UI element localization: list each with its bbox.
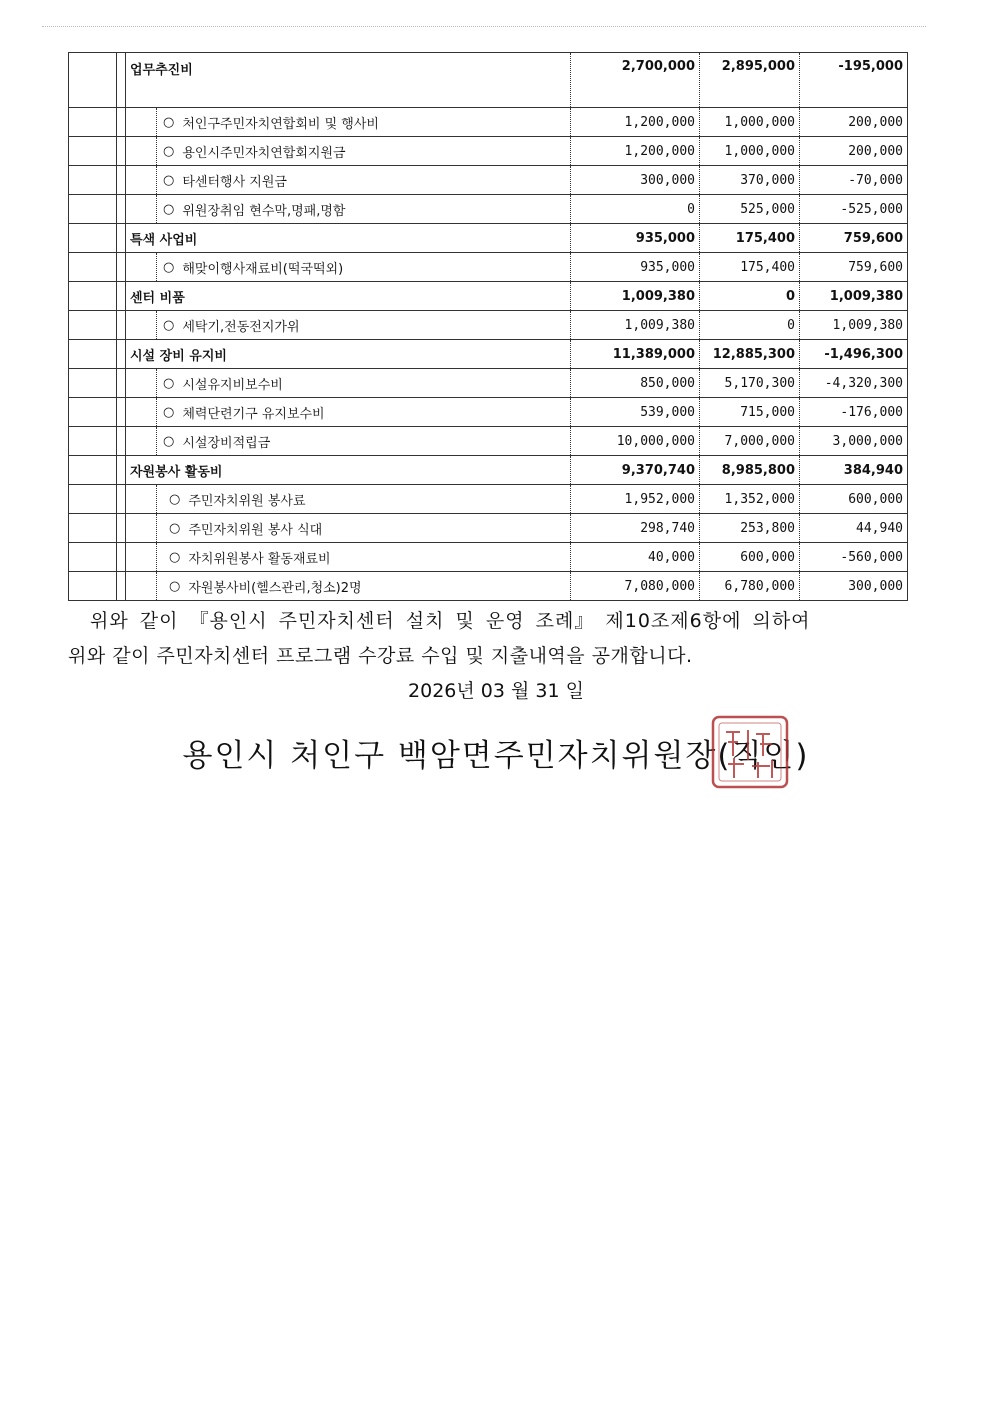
indent-cell xyxy=(69,166,117,195)
budget-amount: 935,000 xyxy=(571,224,700,253)
item-label xyxy=(126,311,571,340)
line-item-row xyxy=(69,253,908,282)
difference-amount: -176,000 xyxy=(800,398,908,427)
budget-amount: 11,389,000 xyxy=(571,340,700,369)
circle-bullet-icon: ○ xyxy=(169,520,181,536)
notice-line-1: 위와 같이 『용인시 주민자치센터 설치 및 운영 조례』 제10조제6항에 의하여 xyxy=(90,610,811,632)
line-item-row xyxy=(69,311,908,340)
sub-indent xyxy=(126,427,157,455)
budget-table xyxy=(68,52,908,601)
item-label xyxy=(126,369,571,398)
circle-bullet-icon: ○ xyxy=(169,491,181,507)
category-row xyxy=(69,53,908,108)
item-text: 타센터행사 지원금 xyxy=(182,174,287,190)
difference-amount: -1,496,300 xyxy=(800,340,908,369)
item-text: 해맞이행사재료비(떡국떡외) xyxy=(182,261,344,277)
difference-amount: -70,000 xyxy=(800,166,908,195)
indent-cell xyxy=(117,137,126,166)
sub-indent xyxy=(126,166,157,194)
line-item-row xyxy=(69,195,908,224)
circle-bullet-icon: ○ xyxy=(163,114,175,130)
item-text: 처인구주민자치연합회비 및 행사비 xyxy=(182,116,379,132)
circle-bullet-icon: ○ xyxy=(163,404,175,420)
difference-amount: 3,000,000 xyxy=(800,427,908,456)
prior-amount: 1,000,000 xyxy=(700,137,800,166)
circle-bullet-icon: ○ xyxy=(163,433,175,449)
line-item-row xyxy=(69,108,908,137)
category-label: 센터 비품 xyxy=(126,282,571,311)
indent-cell xyxy=(117,340,126,369)
budget-amount: 2,700,000 xyxy=(571,53,700,108)
item-text: 체력단련기구 유지보수비 xyxy=(182,406,325,422)
item-label xyxy=(126,166,571,195)
circle-bullet-icon: ○ xyxy=(169,578,181,594)
prior-amount: 253,800 xyxy=(700,514,800,543)
indent-cell xyxy=(117,108,126,137)
sub-indent xyxy=(126,543,157,571)
indent-cell xyxy=(69,340,117,369)
indent-cell xyxy=(69,456,117,485)
line-item-row xyxy=(69,137,908,166)
indent-cell xyxy=(117,282,126,311)
prior-amount: 600,000 xyxy=(700,543,800,572)
item-text: 위원장취임 현수막,명패,명함 xyxy=(182,203,346,219)
prior-amount: 715,000 xyxy=(700,398,800,427)
item-text: 시설유지비보수비 xyxy=(182,377,283,393)
category-label: 업무추진비 xyxy=(126,53,571,108)
prior-amount: 5,170,300 xyxy=(700,369,800,398)
notice-line-2: 위와 같이 주민자치센터 프로그램 수강료 수입 및 지출내역을 공개합니다. xyxy=(68,645,693,667)
category-label: 특색 사업비 xyxy=(126,224,571,253)
indent-cell xyxy=(69,53,117,108)
prior-amount: 8,985,800 xyxy=(700,456,800,485)
budget-amount: 1,952,000 xyxy=(571,485,700,514)
indent-cell xyxy=(69,137,117,166)
top-dotted-rule xyxy=(42,26,926,27)
budget-amount: 1,200,000 xyxy=(571,108,700,137)
notice-date: 2026년 03 월 31 일 xyxy=(408,680,584,702)
prior-amount: 7,000,000 xyxy=(700,427,800,456)
indent-cell xyxy=(117,53,126,108)
indent-cell xyxy=(117,253,126,282)
prior-amount: 0 xyxy=(700,311,800,340)
item-label xyxy=(126,572,571,601)
indent-cell xyxy=(117,369,126,398)
indent-cell xyxy=(117,311,126,340)
budget-amount: 1,200,000 xyxy=(571,137,700,166)
prior-amount: 525,000 xyxy=(700,195,800,224)
indent-cell xyxy=(69,369,117,398)
difference-amount: 384,940 xyxy=(800,456,908,485)
item-label xyxy=(126,485,571,514)
sub-indent xyxy=(126,369,157,397)
line-item-row xyxy=(69,514,908,543)
budget-amount: 300,000 xyxy=(571,166,700,195)
budget-amount: 0 xyxy=(571,195,700,224)
budget-amount: 10,000,000 xyxy=(571,427,700,456)
official-seal-stamp xyxy=(710,714,790,790)
line-item-row xyxy=(69,427,908,456)
sub-indent xyxy=(126,137,157,165)
indent-cell xyxy=(69,485,117,514)
indent-cell xyxy=(69,514,117,543)
signer-line: 용인시 처인구 백암면주민자치위원장(직인) xyxy=(182,738,810,774)
circle-bullet-icon: ○ xyxy=(163,201,175,217)
sub-indent xyxy=(126,514,157,542)
prior-amount: 1,352,000 xyxy=(700,485,800,514)
budget-amount: 298,740 xyxy=(571,514,700,543)
line-item-row xyxy=(69,572,908,601)
difference-amount: 759,600 xyxy=(800,253,908,282)
item-text: 주민자치위원 봉사료 xyxy=(188,493,306,509)
item-label xyxy=(126,398,571,427)
difference-amount: -195,000 xyxy=(800,53,908,108)
line-item-row xyxy=(69,369,908,398)
difference-amount: 1,009,380 xyxy=(800,282,908,311)
item-label xyxy=(126,253,571,282)
indent-cell xyxy=(117,427,126,456)
item-label xyxy=(126,514,571,543)
budget-amount: 40,000 xyxy=(571,543,700,572)
prior-amount: 6,780,000 xyxy=(700,572,800,601)
sub-indent xyxy=(126,572,157,600)
category-row xyxy=(69,456,908,485)
indent-cell xyxy=(69,195,117,224)
category-row xyxy=(69,340,908,369)
indent-cell xyxy=(117,195,126,224)
indent-cell xyxy=(69,543,117,572)
indent-cell xyxy=(69,108,117,137)
sub-indent xyxy=(126,195,157,223)
indent-cell xyxy=(69,253,117,282)
item-text: 세탁기,전동전지가위 xyxy=(182,319,300,335)
indent-cell xyxy=(69,427,117,456)
indent-cell xyxy=(117,224,126,253)
indent-cell xyxy=(117,485,126,514)
difference-amount: 600,000 xyxy=(800,485,908,514)
prior-amount: 12,885,300 xyxy=(700,340,800,369)
item-text: 주민자치위원 봉사 식대 xyxy=(188,522,323,538)
difference-amount: 44,940 xyxy=(800,514,908,543)
indent-cell xyxy=(117,166,126,195)
category-row xyxy=(69,224,908,253)
circle-bullet-icon: ○ xyxy=(163,143,175,159)
prior-amount: 2,895,000 xyxy=(700,53,800,108)
budget-amount: 1,009,380 xyxy=(571,282,700,311)
prior-amount: 0 xyxy=(700,282,800,311)
difference-amount: -4,320,300 xyxy=(800,369,908,398)
sub-indent xyxy=(126,253,157,281)
category-label: 시설 장비 유지비 xyxy=(126,340,571,369)
difference-amount: 200,000 xyxy=(800,108,908,137)
item-label xyxy=(126,108,571,137)
indent-cell xyxy=(69,224,117,253)
prior-amount: 175,400 xyxy=(700,253,800,282)
item-text: 용인시주민자치연합회지원금 xyxy=(182,145,346,161)
category-row xyxy=(69,282,908,311)
budget-amount: 935,000 xyxy=(571,253,700,282)
line-item-row xyxy=(69,485,908,514)
indent-cell xyxy=(117,398,126,427)
item-label xyxy=(126,195,571,224)
circle-bullet-icon: ○ xyxy=(163,375,175,391)
difference-amount: 759,600 xyxy=(800,224,908,253)
prior-amount: 175,400 xyxy=(700,224,800,253)
circle-bullet-icon: ○ xyxy=(163,259,175,275)
item-text: 자원봉사비(헬스관리,청소)2명 xyxy=(188,580,362,596)
indent-cell xyxy=(69,572,117,601)
indent-cell xyxy=(117,572,126,601)
difference-amount: 300,000 xyxy=(800,572,908,601)
indent-cell xyxy=(69,311,117,340)
item-label xyxy=(126,427,571,456)
sub-indent xyxy=(126,398,157,426)
indent-cell xyxy=(69,398,117,427)
budget-amount: 1,009,380 xyxy=(571,311,700,340)
circle-bullet-icon: ○ xyxy=(163,317,175,333)
indent-cell xyxy=(117,514,126,543)
indent-cell xyxy=(117,456,126,485)
item-label xyxy=(126,137,571,166)
budget-amount: 7,080,000 xyxy=(571,572,700,601)
sub-indent xyxy=(126,108,157,136)
line-item-row xyxy=(69,166,908,195)
category-label: 자원봉사 활동비 xyxy=(126,456,571,485)
sub-indent xyxy=(126,311,157,339)
prior-amount: 370,000 xyxy=(700,166,800,195)
difference-amount: -525,000 xyxy=(800,195,908,224)
item-text: 시설장비적립금 xyxy=(182,435,271,451)
indent-cell xyxy=(117,543,126,572)
line-item-row xyxy=(69,398,908,427)
budget-amount: 9,370,740 xyxy=(571,456,700,485)
item-text: 자치위원봉사 활동재료비 xyxy=(188,551,331,567)
difference-amount: 200,000 xyxy=(800,137,908,166)
item-label xyxy=(126,543,571,572)
budget-amount: 539,000 xyxy=(571,398,700,427)
circle-bullet-icon: ○ xyxy=(163,172,175,188)
difference-amount: 1,009,380 xyxy=(800,311,908,340)
indent-cell xyxy=(69,282,117,311)
prior-amount: 1,000,000 xyxy=(700,108,800,137)
budget-amount: 850,000 xyxy=(571,369,700,398)
difference-amount: -560,000 xyxy=(800,543,908,572)
circle-bullet-icon: ○ xyxy=(169,549,181,565)
sub-indent xyxy=(126,485,157,513)
line-item-row xyxy=(69,543,908,572)
